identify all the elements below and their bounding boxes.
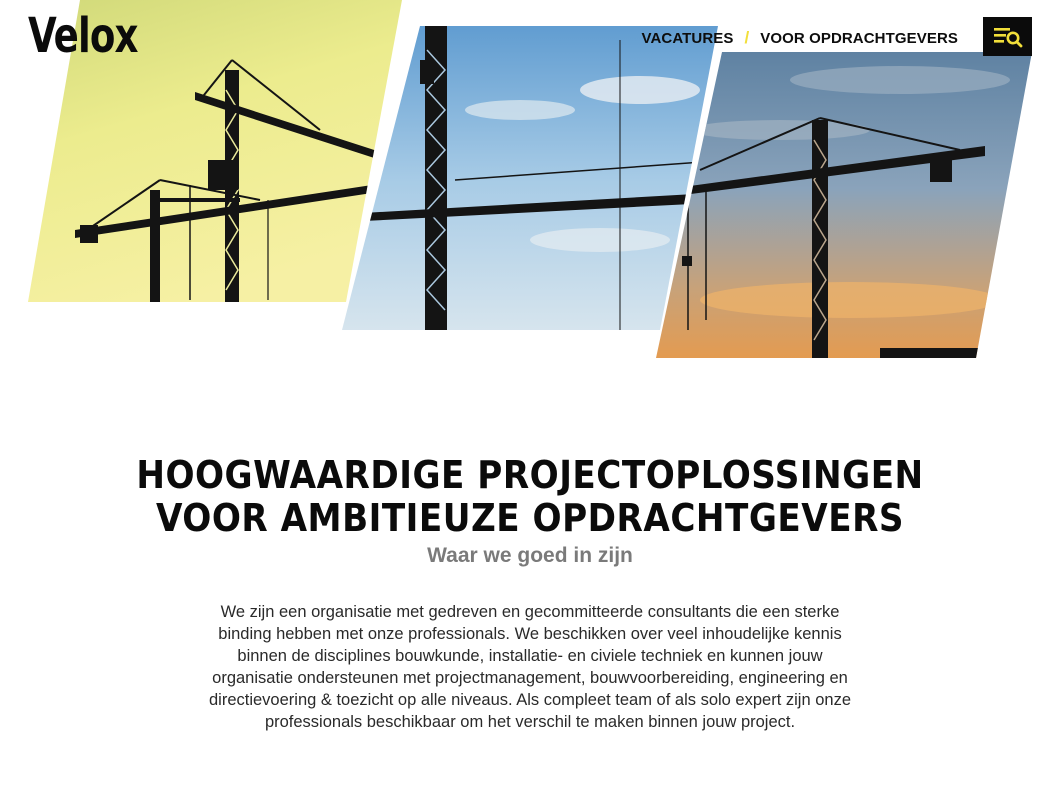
cranes-photo (0, 0, 1060, 360)
hero-image (0, 0, 1060, 360)
main-nav (641, 28, 958, 48)
nav-link-vacatures[interactable]: VACATURES (641, 29, 734, 47)
page-title-line-1: HOOGWAARDIGE PROJECTOPLOSSINGEN (136, 453, 924, 497)
nav-separator: / (744, 28, 750, 47)
hero-panel-middle (330, 20, 730, 340)
menu-search-icon (993, 26, 1023, 48)
intro-paragraph: We zijn een organisatie met gedreven en gecommitteerde consultants die een sterke binding hebben met onze professionals. We beschikken over veel inhoudelijke kennis binnen de disciplines bouwkunde, installatie- en civiele techniek en kunnen jouw organisatie ondersteunen met projectmanagement, bouwvoorbereiding, engineering en directievoering & toezicht op alle niveaus. Als compleet team of als solo expert zijn onze professionals beschikbaar om het verschil te maken binnen jouw project. (208, 603, 851, 731)
nav-link-voor-opdrachtgevers[interactable]: VOOR OPDRACHTGEVERS (760, 29, 958, 47)
page-title (0, 454, 1060, 540)
page-title-line-2: VOOR AMBITIEUZE OPDRACHTGEVERS (155, 496, 905, 540)
subheading: Waar we goed in zijn (427, 544, 633, 567)
logo[interactable]: Velox (28, 8, 138, 64)
menu-search-button[interactable] (983, 17, 1032, 56)
